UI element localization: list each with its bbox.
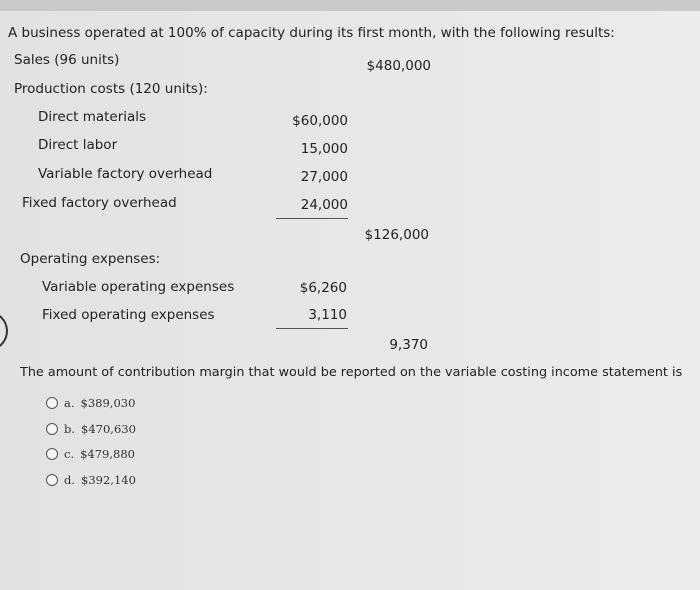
question-text: The amount of contribution margin that would be reported on the variable costing income statement is (20, 365, 683, 380)
option-value: $392,140 (81, 473, 136, 487)
direct-materials-label: Direct materials (38, 109, 147, 125)
option-value: $389,030 (80, 396, 136, 410)
radio-icon[interactable] (46, 397, 58, 409)
radio-icon[interactable] (46, 448, 58, 460)
radio-icon[interactable] (46, 423, 58, 435)
problem-sheet (0, 11, 700, 590)
production-subtotal-rule (276, 218, 348, 219)
variable-factory-overhead-amount: 27,000 (300, 169, 348, 185)
sales-label: Sales (96 units) (14, 52, 120, 68)
answer-option-b[interactable] (46, 421, 136, 437)
answer-option-d[interactable] (46, 472, 136, 488)
option-value: $479,880 (80, 447, 135, 461)
answer-option-c[interactable] (46, 446, 135, 462)
production-costs-label: Production costs (120 units): (14, 81, 208, 97)
fixed-operating-expenses-amount: 3,110 (308, 307, 347, 323)
direct-labor-label: Direct labor (38, 137, 118, 153)
answer-option-a[interactable] (46, 395, 135, 411)
problem-intro: A business operated at 100% of capacity during its first month, with the following results: (8, 25, 615, 41)
operating-subtotal-rule (276, 328, 348, 329)
page-top-edge (0, 0, 700, 11)
option-letter: b. (64, 422, 76, 436)
option-value: $470,630 (81, 422, 136, 436)
fixed-operating-expenses-label: Fixed operating expenses (42, 307, 215, 323)
fixed-factory-overhead-amount: 24,000 (300, 197, 348, 213)
option-letter: c. (64, 447, 75, 461)
variable-operating-expenses-label: Variable operating expenses (42, 279, 235, 295)
production-costs-total: $126,000 (364, 227, 429, 243)
direct-labor-amount: 15,000 (300, 141, 348, 157)
variable-operating-expenses-amount: $6,260 (299, 280, 347, 296)
radio-icon[interactable] (46, 474, 58, 486)
sales-amount: $480,000 (366, 58, 431, 74)
fixed-factory-overhead-label: Fixed factory overhead (22, 195, 177, 211)
operating-expenses-total: 9,370 (389, 337, 428, 353)
option-letter: a. (64, 396, 75, 410)
direct-materials-amount: $60,000 (292, 113, 348, 129)
operating-expenses-label: Operating expenses: (20, 251, 161, 267)
option-letter: d. (64, 473, 76, 487)
variable-factory-overhead-label: Variable factory overhead (38, 166, 213, 182)
